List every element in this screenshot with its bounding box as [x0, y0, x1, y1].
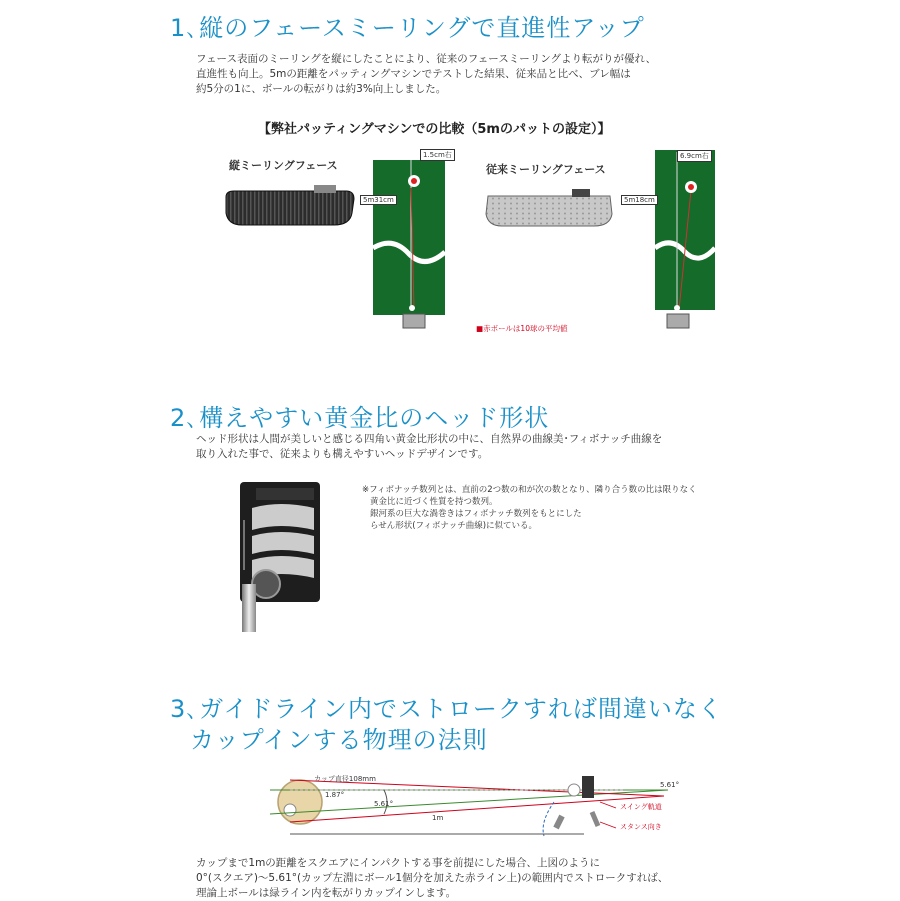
left-face-label: 縦ミーリングフェース	[229, 159, 338, 172]
left-offset-label: 1.5cm右	[420, 149, 455, 161]
angle-mid-label: 5.61°	[374, 800, 394, 808]
section3-paragraph	[196, 856, 716, 901]
text-line: 直進性も向上。5mの距離をパッティングマシンでテストした結果、従来品と比べ、ブレ幅は	[196, 68, 631, 80]
text-line: 約5分の1に、ボールの転がりは約3%向上しました。	[196, 83, 447, 95]
left-distance-label: 5m31cm	[360, 195, 397, 205]
section1-heading: 1､縦のフェースミーリングで直進性アップ	[170, 14, 645, 42]
section2-paragraph	[196, 432, 716, 462]
right-offset-label: 6.9cm右	[677, 150, 712, 162]
left-green-overlay	[373, 148, 453, 338]
swing-path-label: スイング軌道	[620, 803, 662, 811]
text-line: 理論上ボールは緑ライン内を転がりカップインします。	[196, 887, 457, 899]
conventional-milling-putter-image	[484, 186, 616, 230]
distance-label: 1m	[432, 814, 444, 822]
note-line: らせん形状(フィボナッチ曲線)に似ている。	[370, 521, 538, 531]
text-line: フェース表面のミーリングを縦にしたことにより、従来のフェースミーリングより転がりが優れ、	[196, 53, 657, 65]
section3-heading-line1: 3､ガイドライン内でストロークすれば間違いなく	[170, 695, 723, 723]
angle-right-label: 5.61°	[660, 781, 680, 789]
stance-direction-label: スタンス向き	[620, 823, 662, 831]
note-line: 黄金比に近づく性質を持つ数列。	[370, 497, 498, 507]
note-line: ※フィボナッチ数列とは、直前の2つ数の和が次の数となり、隣り合う数の比は限りなく	[362, 485, 697, 495]
right-face-label: 従来ミーリングフェース	[486, 163, 606, 176]
vertical-milling-putter-image	[222, 183, 358, 231]
section2-heading: 2､構えやすい黄金比のヘッド形状	[170, 404, 550, 432]
text-line: 取り入れた事で、従来よりも構えやすいヘッドデザインです。	[196, 448, 489, 460]
note-line: 銀河系の巨大な渦巻きはフィボナッチ数列をもとにした	[370, 509, 582, 519]
fibonacci-note	[362, 484, 722, 532]
right-green-overlay	[655, 140, 725, 336]
text-line: カップまで1mの距離をスクエアにインパクトする事を前提にした場合、上図のように	[196, 857, 601, 869]
section3-heading-line2: カップインする物理の法則	[190, 726, 488, 754]
right-distance-label: 5m18cm	[621, 195, 658, 205]
text-line: ヘッド形状は人間が美しいと感じる四角い黄金比形状の中に、自然界の曲線美･フィボナッチ曲線を	[196, 433, 663, 445]
golden-ratio-putter-image	[230, 480, 322, 632]
comparison-title: 【弊社パッティングマシンでの比較（5mのパットの設定）】	[258, 122, 611, 137]
section1-paragraph	[196, 52, 716, 97]
red-ball-note: ■赤ボールは10球の平均値	[476, 324, 568, 333]
cup-diameter-label: カップ直径108mm	[314, 775, 376, 783]
angle-small-label: 1.87°	[325, 791, 345, 799]
text-line: 0°(スクエア)～5.61°(カップ左淵にボール1個分を加えた赤ライン上)の範囲内でストロークすれば、	[196, 872, 669, 884]
